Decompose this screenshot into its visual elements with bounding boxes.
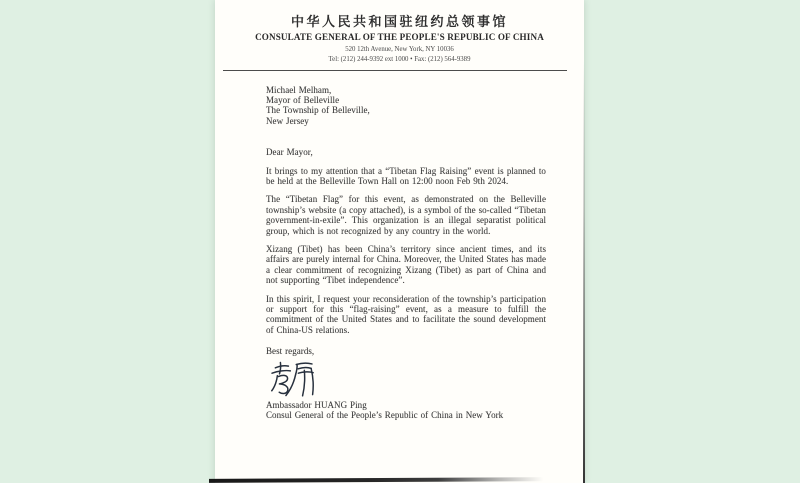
letter-paper [215,0,584,483]
scan-edge-shadow-right [583,60,585,483]
signoff-name: Ambassador HUANG Ping [266,399,367,410]
signoff-title: Consul General of the People’s Republic of China in New York [266,410,504,421]
closing: Best regards, [266,346,315,357]
handwritten-signature-strokes [266,358,323,400]
recipient-line: The Township of Belleville, [266,105,370,116]
recipient-line: New Jersey [266,115,309,126]
salutation: Dear Mayor, [266,147,313,158]
letter-body [266,85,546,421]
recipient-block [266,85,546,127]
body-paragraph-1: It brings to my attention that a “Tibetan Flag Raising” event is planned to be held at the Belleville Town Hall on 12:00 noon Feb 9th 2024. [266,165,546,186]
body-paragraph-3: Xizang (Tibet) has been China’s territory since ancient times, and its affairs are purely internal for China. Moreover, the United States has made a clear commitment of recognizing Xizang (Tibet) as part of China and not supporting “Tibet independence”. [266,243,546,286]
letterhead-english-title: CONSULATE GENERAL OF THE PEOPLE'S REPUBLIC OF CHINA [255,32,544,42]
letterhead [215,0,584,71]
letterhead-address: 520 12th Avenue, New York, NY 10036 [345,46,454,53]
body-paragraph-2: The “Tibetan Flag” for this event, as demonstrated on the Belleville township’s website (a copy attached), is a symbol of the so-called “Tibetan government-in-exile”. This organization is an illegal separatist political group, which is not recognized by any country in the world. [266,194,546,236]
recipient-line: Mayor of Belleville [266,94,340,105]
signoff-block [266,400,546,421]
letterhead-divider [223,70,567,71]
signature-huang-ping [267,359,546,399]
scan-edge-shadow-bottom [209,477,561,482]
letterhead-contact: Tel: (212) 244-9392 ext 1000 • Fax: (212) 564-9389 [328,55,471,63]
recipient-line: Michael Melham, [266,84,332,95]
letterhead-chinese-title: 中华人民共和国驻纽约总领事馆 [290,14,508,29]
body-paragraph-4: In this spirit, I request your reconsideration of the township’s participation or support for this “flag-raising” event, as a measure to fulfill the commitment of the United States and to facilitate the sound development of China-US relations. [266,293,546,335]
